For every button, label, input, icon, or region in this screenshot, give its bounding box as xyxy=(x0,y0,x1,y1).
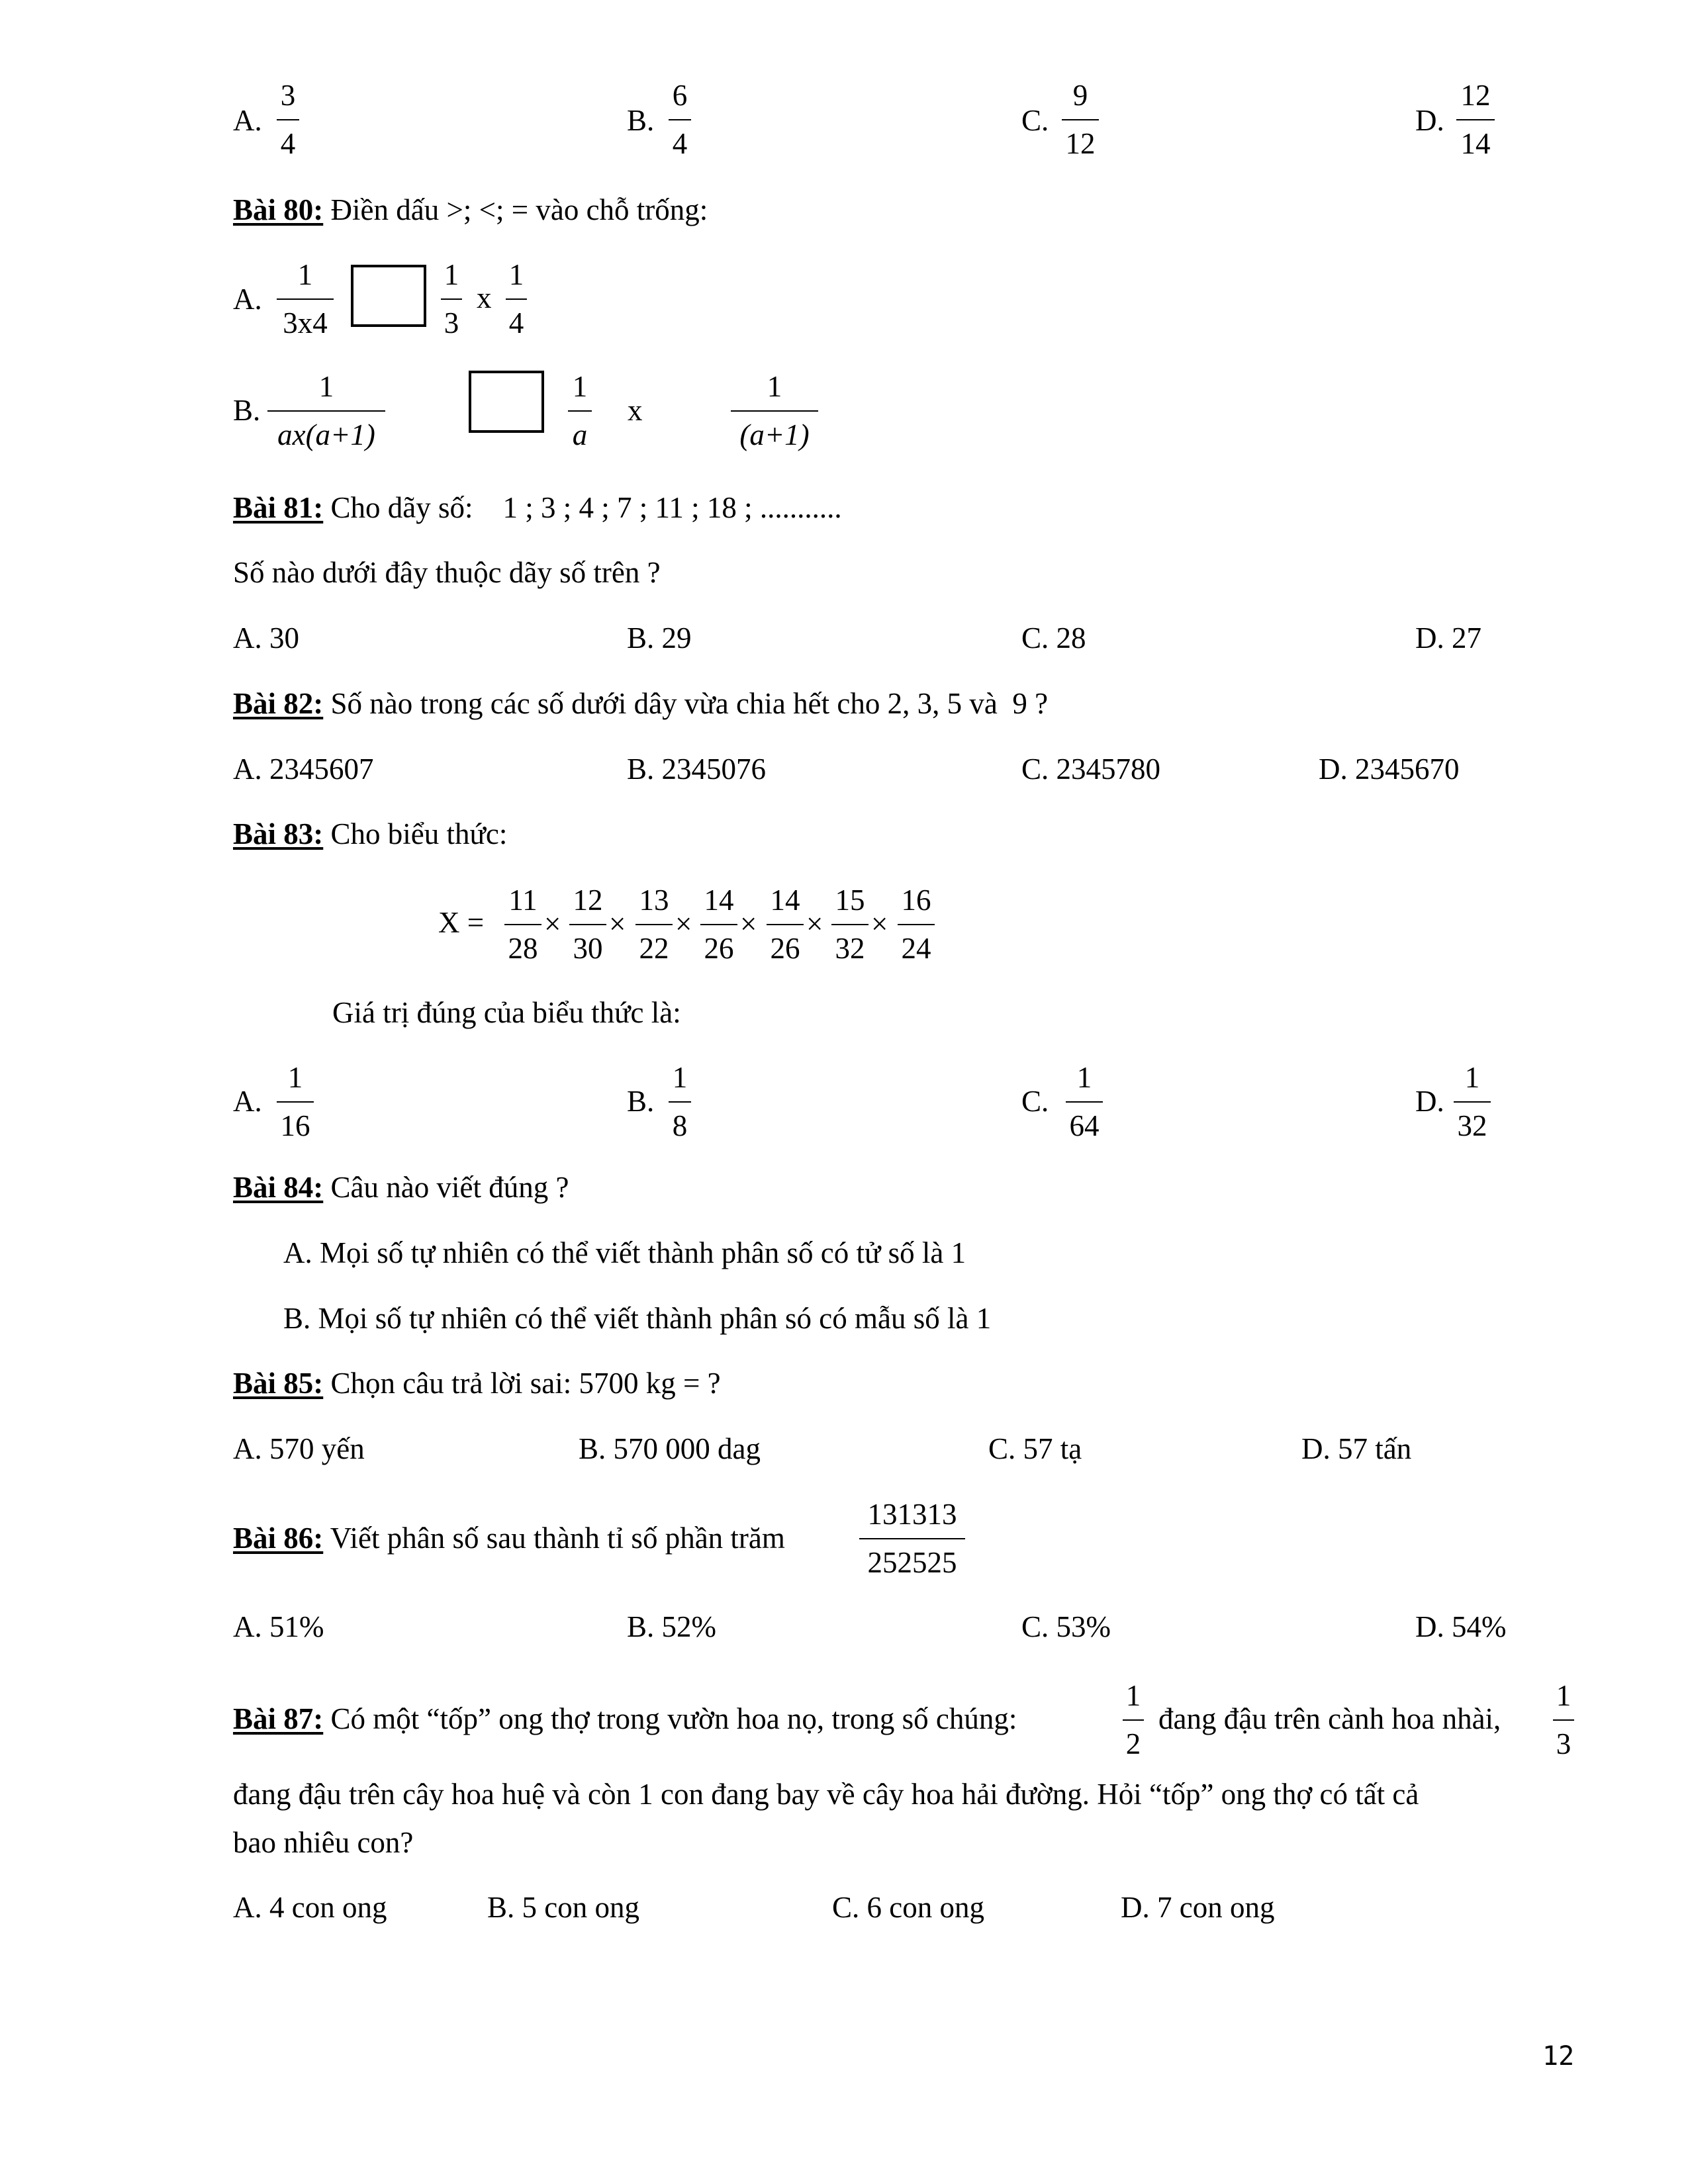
bai-80-a-label: A. xyxy=(233,283,262,316)
bai-85-option-b: B. 570 000 dag xyxy=(579,1432,761,1465)
bai-83-option-b-label: B. xyxy=(627,1085,655,1118)
bai-80-heading xyxy=(233,195,708,225)
bai-81-title: Bài 81: xyxy=(233,491,324,524)
bai-83-fraction-3: 13 22 xyxy=(635,886,673,964)
bai-81-option-b: B. 29 xyxy=(627,621,692,655)
bai-83-fraction-2: 12 30 xyxy=(569,886,606,964)
bai-83-x-label: X = xyxy=(438,906,485,939)
bai-87-title: Bài 87: xyxy=(233,1702,324,1735)
bai-87-line-2: đang đậu trên cây hoa huệ và còn 1 con đang bay về cây hoa hải đường. Hỏi “tốp” ong thợ có tất cả xyxy=(233,1778,1419,1811)
bai-87-fraction-1: 1 2 xyxy=(1123,1681,1144,1759)
bai-83-option-c-fraction: 1 64 xyxy=(1066,1063,1103,1141)
bai-86-title: Bài 86: xyxy=(233,1522,324,1555)
bai-83-fraction-4: 14 26 xyxy=(700,886,737,964)
bai-87-option-c: C. 6 con ong xyxy=(832,1891,984,1924)
bai-80-a-factor-1: 1 3 xyxy=(441,260,462,338)
bai-86-option-d: D. 54% xyxy=(1415,1610,1507,1643)
bai-83-fraction-5: 14 26 xyxy=(767,886,804,964)
bai-85-option-c: C. 57 tạ xyxy=(988,1432,1082,1465)
bai-85-title: Bài 85: xyxy=(233,1367,324,1400)
bai-86-fraction: 131313 252525 xyxy=(859,1500,965,1578)
bai-85-text: Chọn câu trả lời sai: 5700 kg = ? xyxy=(323,1367,721,1400)
bai-80-b-factor-2: 1 (a+1) xyxy=(731,372,818,450)
bai-83-option-a-label: A. xyxy=(233,1085,262,1118)
bai-87-fraction-2: 1 3 xyxy=(1553,1681,1574,1759)
bai-83-option-a-fraction: 1 16 xyxy=(277,1063,314,1141)
bai-83-fraction-6: 15 32 xyxy=(831,886,868,964)
bai-83-heading xyxy=(233,819,507,849)
bai-83-times-6: × xyxy=(871,907,888,940)
bai-86-option-c: C. 53% xyxy=(1021,1610,1111,1643)
option-d-fraction: 12 14 xyxy=(1456,81,1495,159)
option-a-fraction: 3 4 xyxy=(277,81,299,159)
bai-80-b-label: B. xyxy=(233,394,261,427)
bai-80-b-answer-box[interactable] xyxy=(469,371,544,433)
bai-82-option-b: B. 2345076 xyxy=(627,752,767,786)
bai-83-option-c-label: C. xyxy=(1021,1085,1049,1118)
bai-80-a-lhs: 1 3x4 xyxy=(277,260,334,338)
bai-83-fraction-7: 16 24 xyxy=(898,886,935,964)
bai-82-title: Bài 82: xyxy=(233,687,324,720)
bai-83-option-d-label: D. xyxy=(1415,1085,1444,1118)
bai-85-option-a: A. 570 yến xyxy=(233,1432,365,1465)
bai-87-heading xyxy=(233,1704,1017,1734)
bai-83-times-3: × xyxy=(675,907,692,940)
bai-84-text: Câu nào viết đúng ? xyxy=(323,1171,569,1204)
bai-86-option-a: A. 51% xyxy=(233,1610,324,1643)
bai-80-text: Điền dấu >; <; = vào chỗ trống: xyxy=(323,193,708,226)
bai-83-fraction-1: 11 28 xyxy=(504,886,541,964)
bai-81-option-a: A. 30 xyxy=(233,621,299,655)
bai-84-statement-a: A. Mọi số tự nhiên có thể viết thành phân số có tử số là 1 xyxy=(283,1236,966,1269)
bai-84-heading xyxy=(233,1173,569,1203)
bai-80-title: Bài 80: xyxy=(233,193,324,226)
option-d-label: D. xyxy=(1415,104,1444,137)
page-number: 12 xyxy=(1542,2041,1575,2071)
option-b-fraction: 6 4 xyxy=(669,81,691,159)
bai-84-statement-b: B. Mọi số tự nhiên có thể viết thành phân só có mẫu số là 1 xyxy=(283,1302,992,1335)
bai-87-option-b: B. 5 con ong xyxy=(487,1891,639,1924)
bai-83-title: Bài 83: xyxy=(233,817,324,850)
bai-83-times-4: × xyxy=(740,907,757,940)
bai-81-heading xyxy=(233,493,842,523)
option-c-fraction: 9 12 xyxy=(1062,81,1099,159)
bai-83-times-1: × xyxy=(544,907,561,940)
bai-85-heading xyxy=(233,1369,721,1398)
bai-87-line-3: bao nhiêu con? xyxy=(233,1826,414,1859)
option-b-label: B. xyxy=(627,104,655,137)
bai-80-b-times: x xyxy=(628,394,643,427)
bai-83-times-5: × xyxy=(806,907,823,940)
bai-81-question: Số nào dưới đây thuộc dãy số trên ? xyxy=(233,556,661,589)
bai-87-text-1: Có một “tốp” ong thợ trong vườn hoa nọ, trong số chúng: xyxy=(323,1702,1017,1735)
option-c-label: C. xyxy=(1021,104,1049,137)
bai-80-a-times: x xyxy=(477,281,492,314)
bai-81-option-c: C. 28 xyxy=(1021,621,1086,655)
bai-83-text: Cho biểu thức: xyxy=(323,817,508,850)
bai-80-b-factor-1: 1 a xyxy=(568,372,592,450)
bai-80-a-factor-2: 1 4 xyxy=(506,260,527,338)
bai-86-text: Viết phân số sau thành tỉ số phần trăm xyxy=(323,1522,785,1555)
bai-83-option-d-fraction: 1 32 xyxy=(1454,1063,1491,1141)
bai-80-a-answer-box[interactable] xyxy=(351,265,426,327)
bai-80-b-lhs: 1 ax(a+1) xyxy=(267,372,385,450)
bai-82-option-d: D. 2345670 xyxy=(1319,752,1460,786)
bai-83-question: Giá trị đúng của biểu thức là: xyxy=(332,996,681,1029)
bai-82-heading xyxy=(233,689,1048,719)
bai-81-option-d: D. 27 xyxy=(1415,621,1481,655)
bai-87-text-2: đang đậu trên cành hoa nhài, xyxy=(1158,1702,1501,1735)
bai-83-times-2: × xyxy=(609,907,626,940)
bai-81-text: Cho dãy số: 1 ; 3 ; 4 ; 7 ; 11 ; 18 ; ........... xyxy=(323,491,842,524)
bai-82-option-a: A. 2345607 xyxy=(233,752,374,786)
bai-86-option-b: B. 52% xyxy=(627,1610,716,1643)
bai-83-option-b-fraction: 1 8 xyxy=(669,1063,691,1141)
bai-86-heading xyxy=(233,1524,785,1553)
option-a-label: A. xyxy=(233,104,262,137)
bai-82-text: Số nào trong các số dưới dây vừa chia hết cho 2, 3, 5 và 9 ? xyxy=(323,687,1049,720)
bai-82-option-c: C. 2345780 xyxy=(1021,752,1161,786)
bai-87-option-a: A. 4 con ong xyxy=(233,1891,387,1924)
bai-84-title: Bài 84: xyxy=(233,1171,324,1204)
bai-85-option-d: D. 57 tấn xyxy=(1301,1432,1412,1465)
bai-87-option-d: D. 7 con ong xyxy=(1121,1891,1275,1924)
